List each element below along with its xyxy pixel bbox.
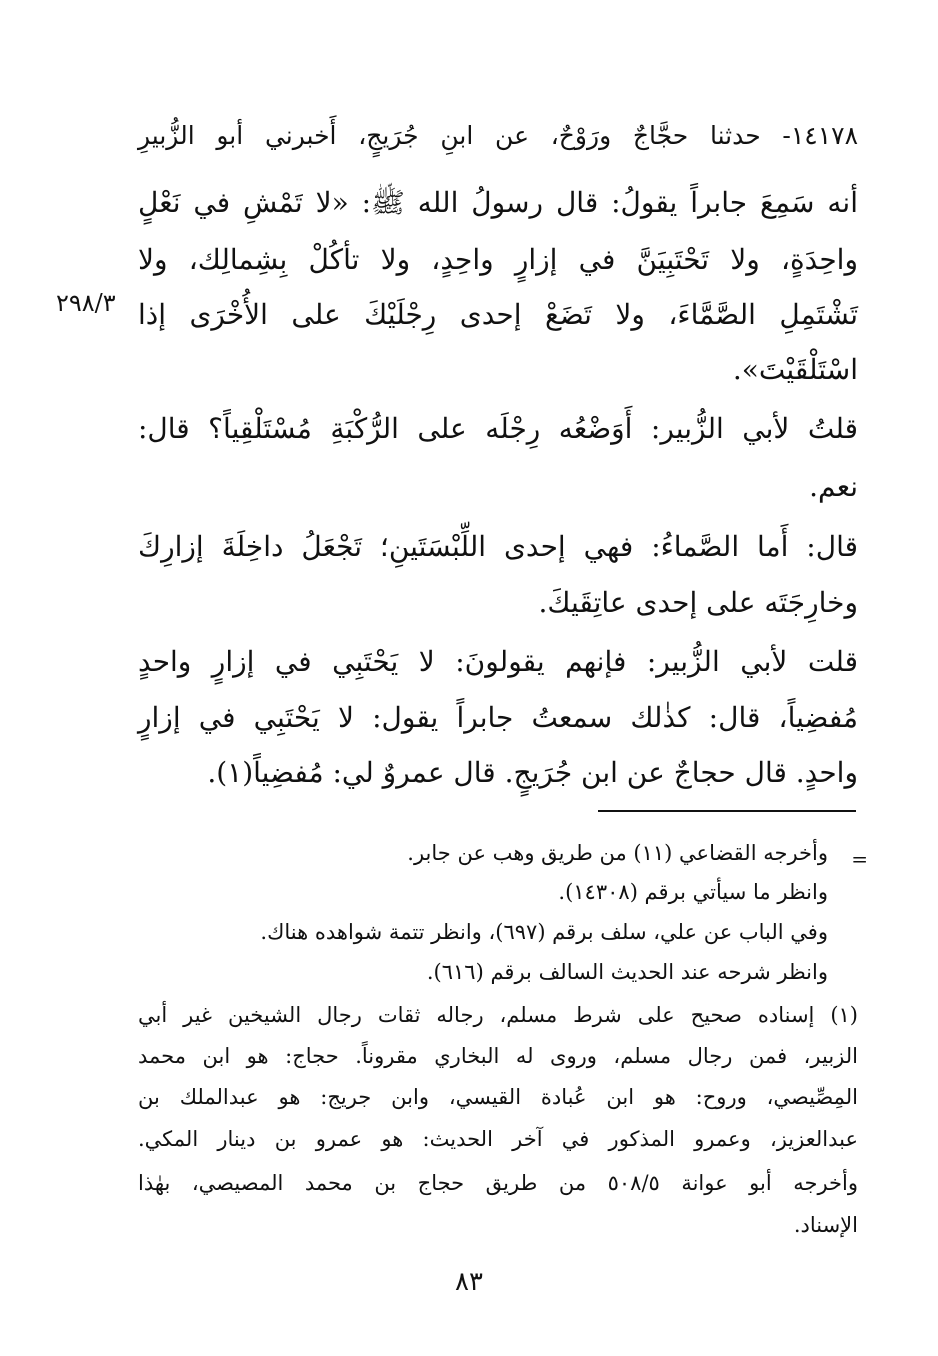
hadith-text-line: تَشْتَمِلِ الصَّمَّاءَ، ولا تَضَعْ إحدى رِجْلَيْكَ على الأُخْرَى إذا bbox=[138, 298, 858, 331]
footnote-continuation-marker: = bbox=[851, 847, 868, 871]
footnote-1-line: وأخرجه أبو عوانة ٥٠٨/٥ من طريق حجاج بن محمد المصيصي، بهٰذا bbox=[138, 1171, 858, 1195]
hadith-header-line: ١٤١٧٨- حدثنا حجَّاجٌ ورَوْحٌ، عن ابنِ جُرَيجٍ، أَخبرني أبو الزُّبيرِ bbox=[138, 121, 858, 150]
footnote-separator bbox=[598, 810, 856, 812]
answer-line: نعم. bbox=[809, 470, 858, 503]
footnote-1-line: المِصِّيصي، وروح: هو ابن عُبادة القيسي، وابن جريج: هو عبدالملك بن bbox=[138, 1085, 858, 1109]
volume-page-reference: ٢٩٨/٣ bbox=[56, 289, 116, 317]
footnote-line: وفي الباب عن علي، سلف برقم (٦٩٧)، وانظر تتمة شواهده هناك. bbox=[260, 920, 828, 944]
hadith-text-line: أنه سَمِعَ جابراً يقولُ: قال رسولُ الله ﷺ: «لا تَمْشِ في نَعْلٍ bbox=[138, 186, 858, 219]
footnote-line: وانظر ما سيأتي برقم (١٤٣٠٨). bbox=[558, 880, 828, 904]
footnote-line: وانظر شرحه عند الحديث السالف برقم (٦١٦). bbox=[426, 960, 828, 984]
question-line: قلت لأبي الزُّبير: فإنهم يقولونَ: لا يَحْتَبِي في إزارٍ واحدٍ bbox=[138, 645, 858, 678]
footnote-1-line: (١) إسناده صحيح على شرط مسلم، رجاله ثقات رجال الشيخين غير أبي bbox=[138, 1003, 858, 1027]
hadith-text-line: واحدٍ. قال حجاجٌ عن ابن جُرَيجٍ. قال عمروٌ لي: مُفضِياً(١). bbox=[207, 756, 858, 789]
question-line: قلتُ لأبي الزُّبير: أَوَضْعُه رِجْلَه على الرُّكْبَةِ مُسْتَلْقِياً؟ قال: bbox=[138, 412, 858, 445]
hadith-text-line: اسْتَلْقَيْتَ». bbox=[732, 353, 858, 386]
footnote-1-line: الإسناد. bbox=[793, 1213, 858, 1237]
footnote-line: وأخرجه القضاعي (١١) من طريق وهب عن جابر. bbox=[407, 841, 828, 865]
footnote-1-line: الزبير، فمن رجال مسلم، وروى له البخاري مقروناً. حجاج: هو ابن محمد bbox=[138, 1044, 858, 1068]
hadith-text-line: مُفضِياً، قال: كذٰلك سمعتُ جابراً يقول: لا يَحْتَبِي في إزارٍ bbox=[138, 701, 858, 734]
explanation-line: قال: أَما الصَّماءُ: فهي إحدى اللِّبْسَتَينِ؛ تَجْعَلُ داخِلَةَ إزارِكَ bbox=[138, 530, 858, 563]
hadith-text-line: واحِدَةٍ، ولا تَحْتَبِيَنَّ في إزارٍ واحِدٍ، ولا تأكُلْ بِشِمالِك، ولا bbox=[138, 243, 858, 276]
page-number: ٨٣ bbox=[455, 1267, 483, 1297]
explanation-line: وخارِجَتَه على إحدى عاتِقَيكَ. bbox=[538, 586, 858, 619]
footnote-1-line: عبدالعزيز، وعمرو المذكور في آخر الحديث: هو عمرو بن دينار المكي. bbox=[138, 1127, 858, 1151]
